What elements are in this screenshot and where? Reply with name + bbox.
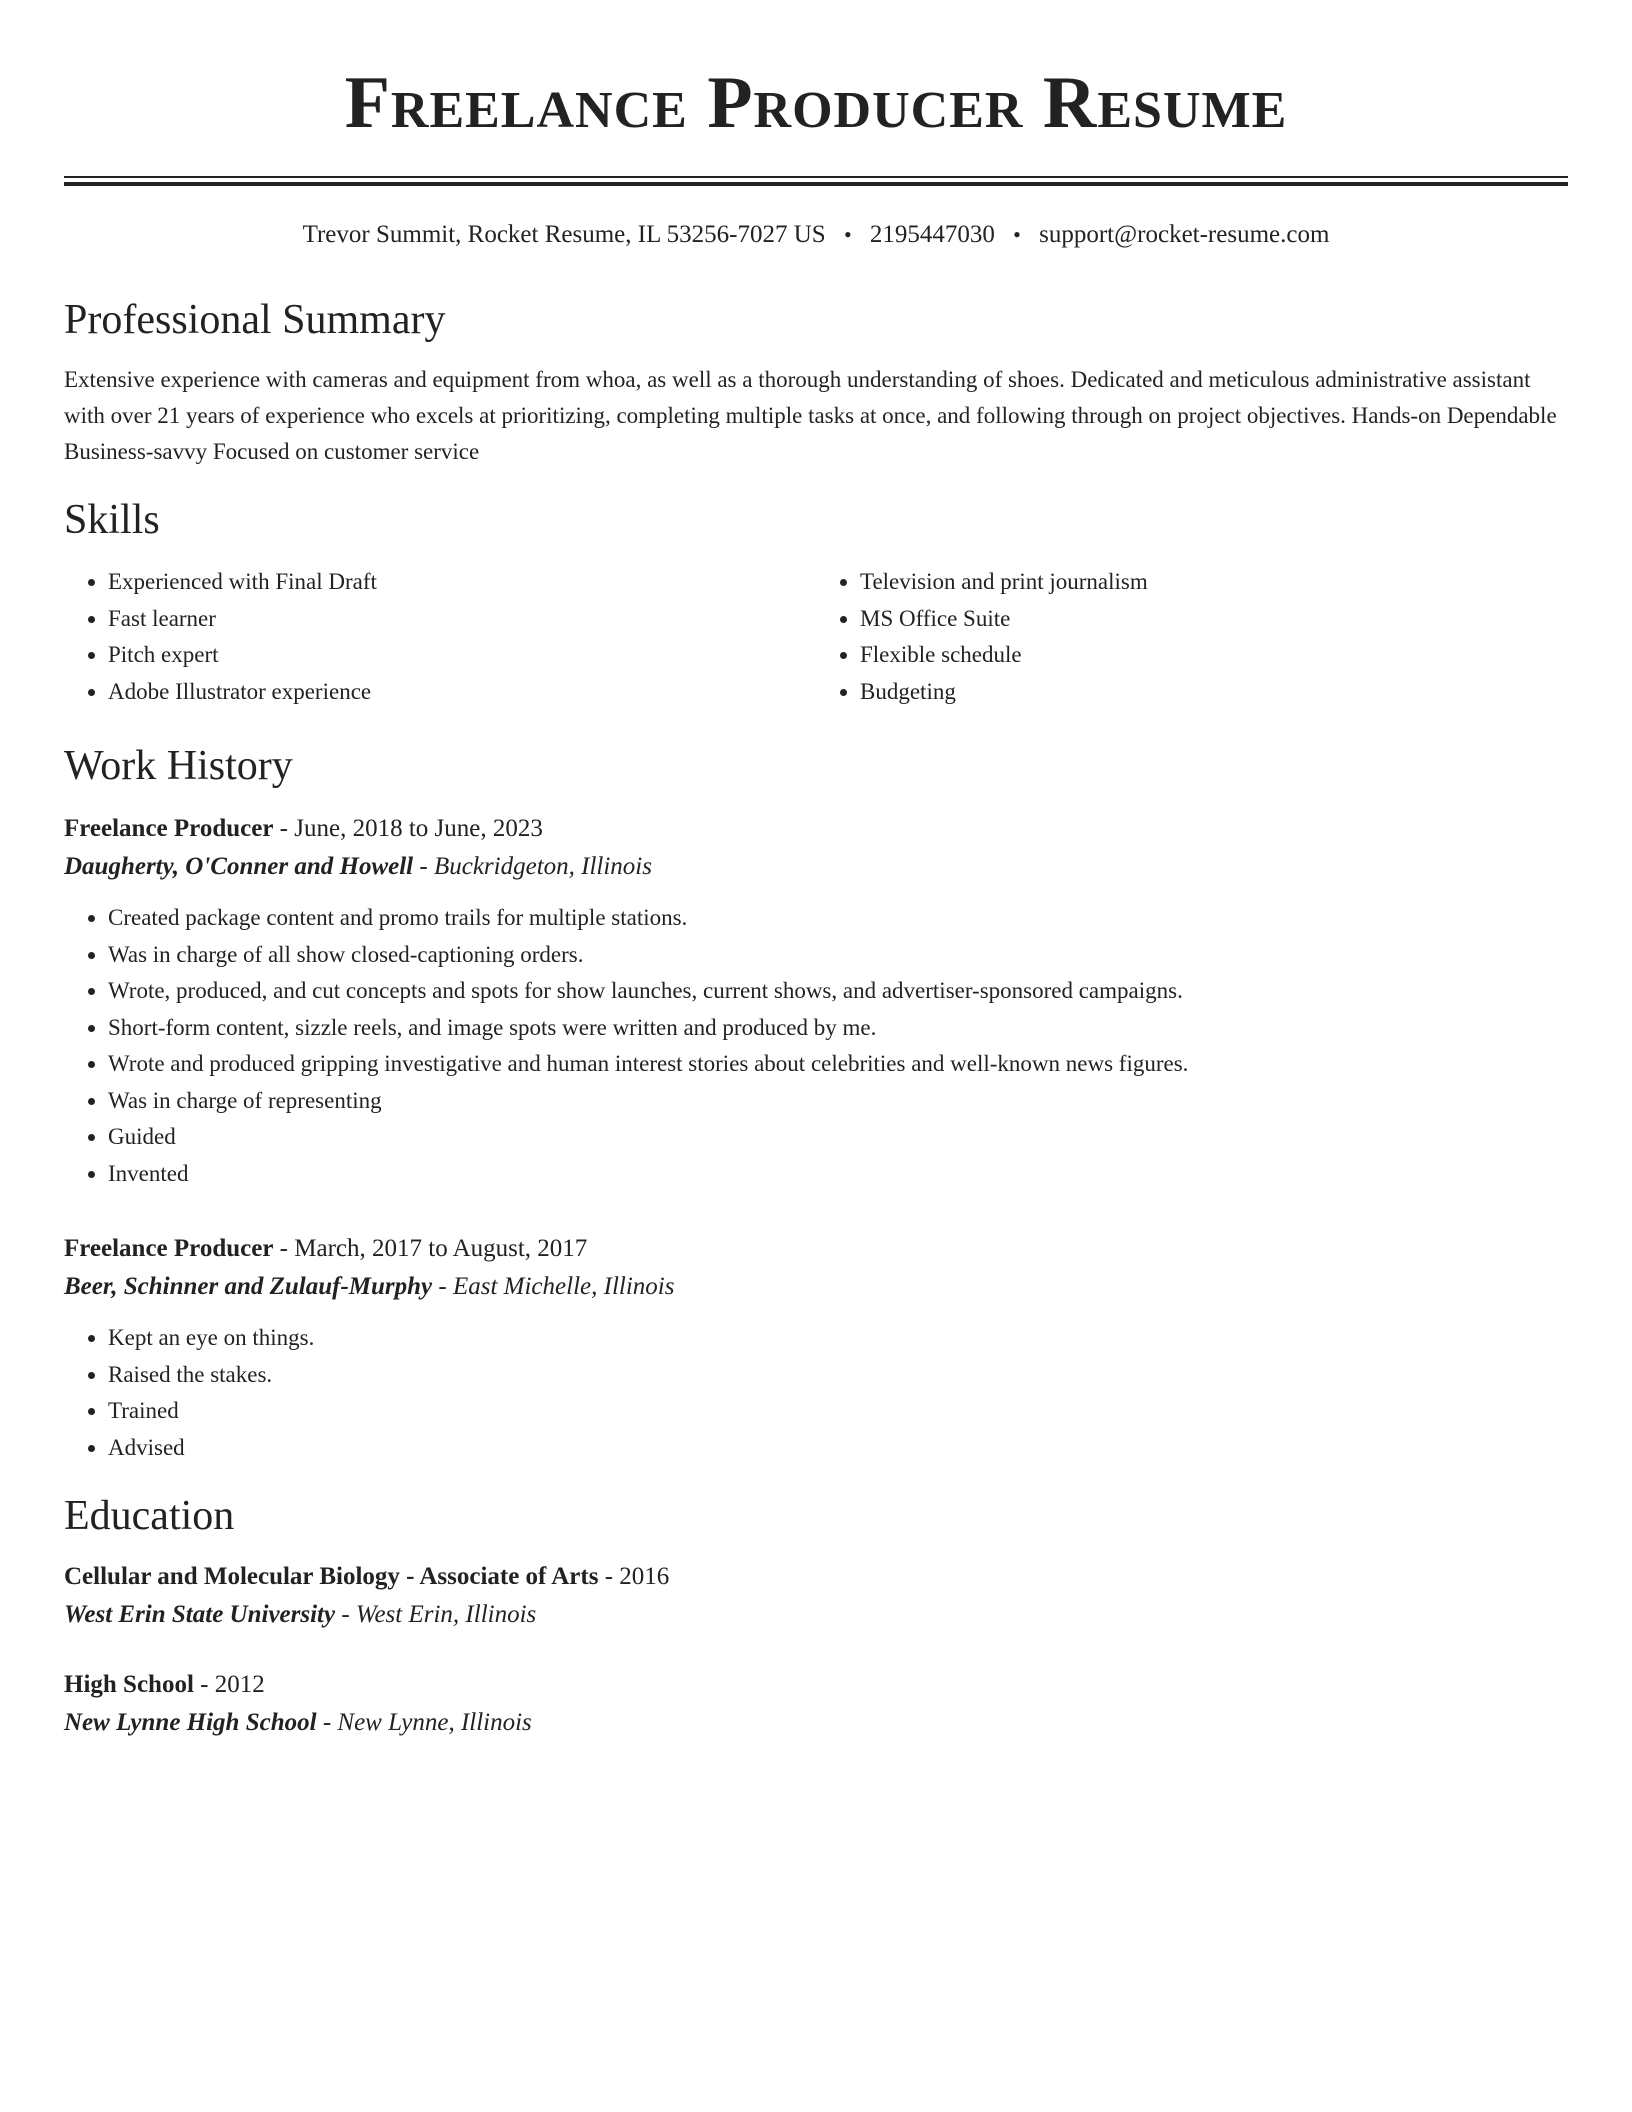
education-location: New Lynne, Illinois [337, 1709, 532, 1736]
skill-item: • Fast learner [108, 601, 816, 638]
skill-item: • Flexible schedule [860, 637, 1568, 674]
summary-text: Extensive experience with cameras and equipment from whoa, as well as a thorough understanding of shoes. Dedicated and meticulous administrative assistant with over 21 years of experience who excels at prioritizing, completing multiple tasks at once, and following through on project objectives. Hands-on Dependable Business-savvy Focused on customer service [64, 367, 1557, 464]
job-duty: • Wrote and produced gripping investigative and human interest stories about celebrities and well-known news figures. [108, 1046, 1568, 1083]
skills-column-left [64, 564, 816, 710]
job-entry [64, 810, 1568, 1192]
job-duty: • Short-form content, sizzle reels, and image spots were written and produced by me. [108, 1010, 1568, 1047]
education-degree: High School [64, 1671, 194, 1698]
job-role: Freelance Producer [64, 815, 274, 842]
education-header: Cellular and Molecular Biology - Associate of Arts - 2016 [64, 1563, 670, 1590]
job-employer: Beer, Schinner and Zulauf-Murphy - East Michelle, Illinois [64, 1273, 675, 1300]
job-company: Daugherty, O'Conner and Howell [64, 853, 414, 880]
work-history-heading: Work History [64, 743, 293, 789]
skill-item: • Experienced with Final Draft [108, 564, 816, 601]
education-year: 2016 [619, 1563, 670, 1590]
skill-item: • Television and print journalism [860, 564, 1568, 601]
education-school: New Lynne High School [64, 1709, 317, 1736]
job-duty: • Guided [108, 1119, 1568, 1156]
job-duty: • Raised the stakes. [108, 1357, 1568, 1394]
skill-item: • Pitch expert [108, 637, 816, 674]
education-location: West Erin, Illinois [355, 1601, 537, 1628]
job-duty: • Trained [108, 1393, 1568, 1430]
job-header: Freelance Producer - June, 2018 to June, 2023 [64, 815, 543, 842]
job-duty: • Was in charge of representing [108, 1083, 1568, 1120]
job-duty: • Wrote, produced, and cut concepts and spots for show launches, current shows, and advertiser-sponsored campaigns. [108, 973, 1568, 1010]
skills-heading: Skills [64, 497, 160, 543]
job-role: Freelance Producer [64, 1235, 274, 1262]
contact-address: Trevor Summit, Rocket Resume, IL 53256-7027 US [302, 221, 826, 248]
education-degree: Cellular and Molecular Biology - Associate of Arts [64, 1563, 599, 1590]
job-dates: March, 2017 to August, 2017 [294, 1235, 588, 1262]
job-duty: • Was in charge of all show closed-captioning orders. [108, 937, 1568, 974]
skill-item: • MS Office Suite [860, 601, 1568, 638]
job-duty: • Advised [108, 1430, 1568, 1467]
education-entry [64, 1666, 1568, 1742]
education-institution: West Erin State University - West Erin, Illinois [64, 1601, 537, 1628]
job-location: Buckridgeton, Illinois [433, 853, 652, 880]
title-divider [64, 176, 1568, 186]
education-year: 2012 [214, 1671, 265, 1698]
education-header: High School - 2012 [64, 1671, 265, 1698]
education-heading: Education [64, 1493, 235, 1539]
resume-title: Freelance Producer Resume [344, 62, 1288, 144]
skill-item: • Budgeting [860, 674, 1568, 711]
job-location: East Michelle, Illinois [452, 1273, 675, 1300]
contact-phone: 2195447030 [869, 221, 995, 248]
job-employer: Daugherty, O'Conner and Howell - Buckridgeton, Illinois [64, 853, 652, 880]
job-dates: June, 2018 to June, 2023 [294, 815, 543, 842]
skills-column-right [816, 564, 1568, 710]
job-company: Beer, Schinner and Zulauf-Murphy [64, 1273, 433, 1300]
contact-email: support@rocket-resume.com [1039, 221, 1330, 248]
job-header: Freelance Producer - March, 2017 to August, 2017 [64, 1235, 588, 1262]
job-duties [64, 900, 1568, 1192]
summary-heading: Professional Summary [64, 297, 446, 343]
job-entry [64, 1230, 1568, 1466]
job-duty: • Created package content and promo trails for multiple stations. [108, 900, 1568, 937]
education-institution: New Lynne High School - New Lynne, Illinois [64, 1709, 532, 1736]
skill-item: • Adobe Illustrator experience [108, 674, 816, 711]
contact-line [64, 218, 1568, 252]
job-duty: • Invented [108, 1156, 1568, 1193]
contact-separator: • [843, 222, 852, 247]
skills-list [64, 564, 1568, 710]
contact-separator: • [1013, 222, 1021, 247]
job-duty: • Kept an eye on things. [108, 1320, 1568, 1357]
job-duties [64, 1320, 1568, 1466]
education-entry [64, 1558, 1568, 1634]
education-school: West Erin State University [64, 1601, 336, 1628]
